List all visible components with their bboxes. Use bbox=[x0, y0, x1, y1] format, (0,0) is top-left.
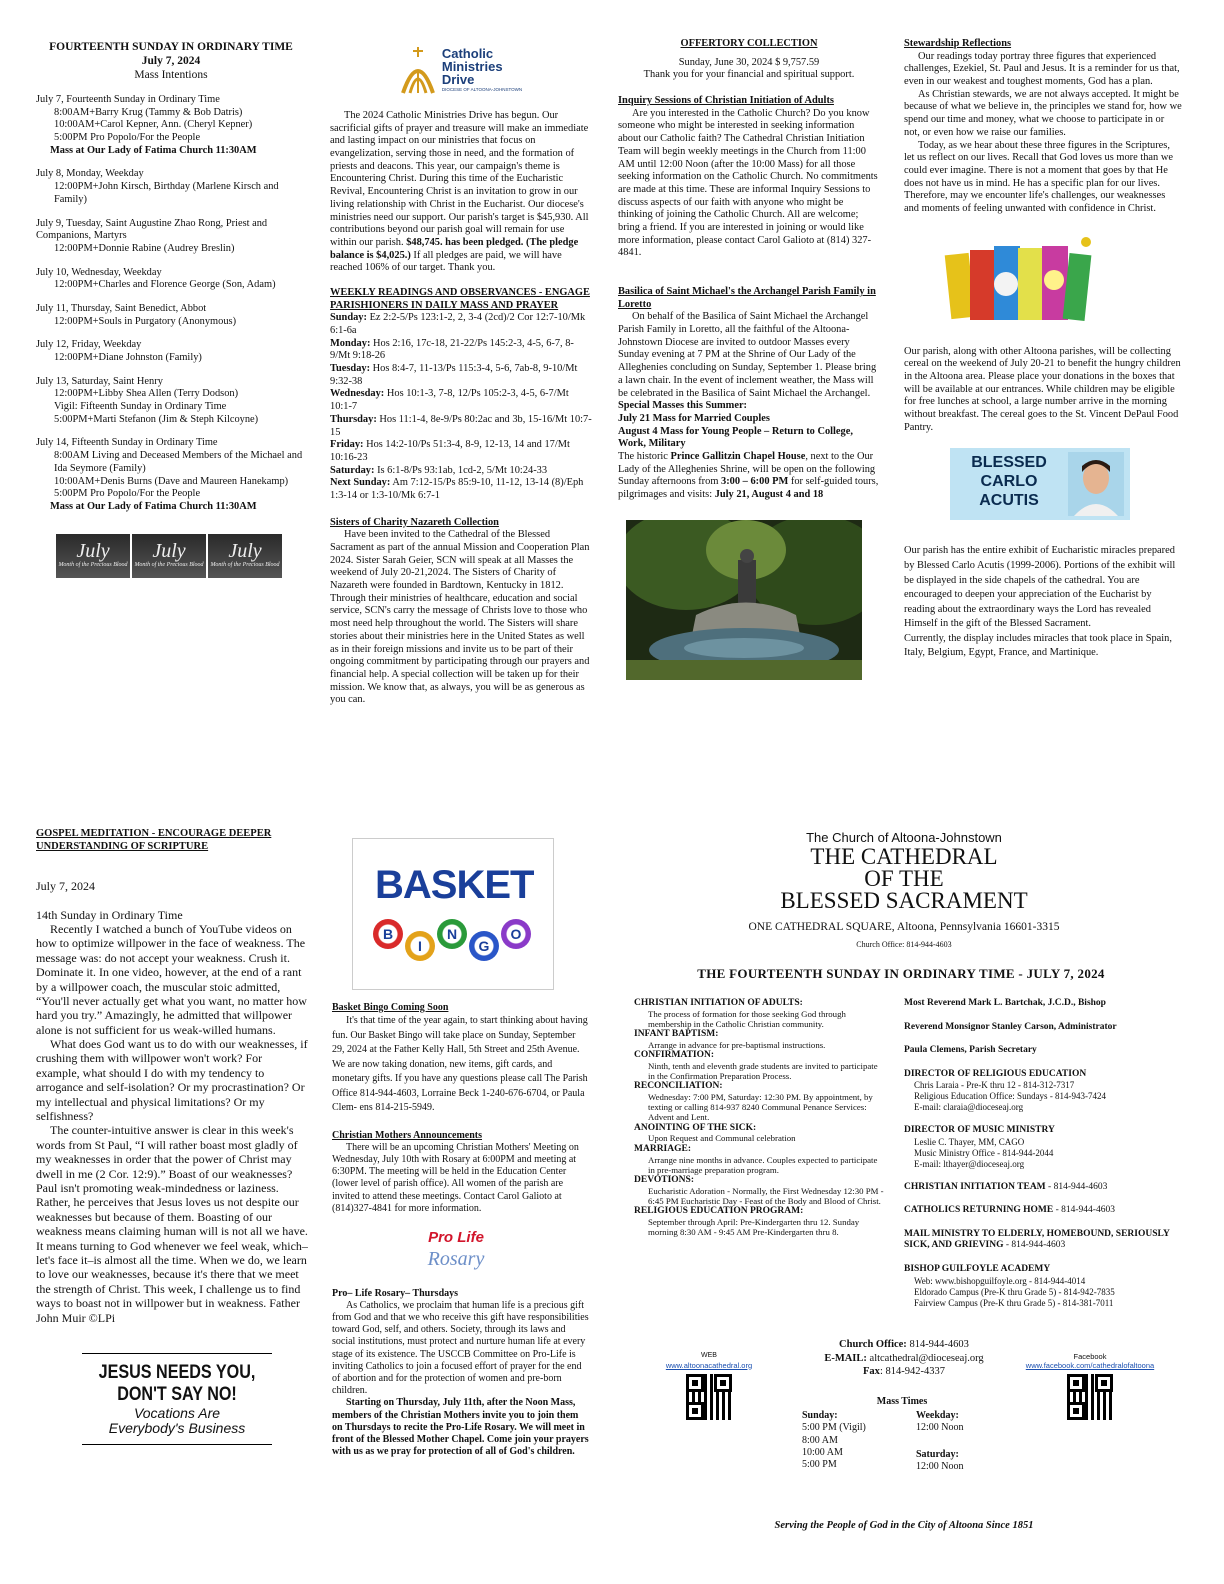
intention-note: Mass at Our Lady of Fatima Church 11:30AM bbox=[50, 500, 257, 512]
cereal-text: Our parish, along with other Altoona parishes, will be collecting cereal on the weekend of July 20-21 to benefit the hungry children in the Altoona area. Please place your donations in the boxes that will be available at our entrances. While children may be eligible for free lunches at school, a large number arrive in the morning without breakfast. The cereal goes to the St. Vincent DePaul Food Pantry. bbox=[904, 345, 1181, 433]
intention-item: 12:00PM+Souls in Purgatory (Anonymous) bbox=[54, 315, 237, 327]
church-of: The Church of Altoona-Johnstown bbox=[806, 830, 1002, 845]
gallitzin-text: The historic Prince Gallitzin Chapel House, next to the Our Lady of the Alleghenies Shrine, will be open on the following Sunday afternoons from 3:00 – 6:00 PM for self-guided tours, pilgrimages and visits: July 21, August 4 and 18 bbox=[618, 450, 879, 500]
saturday-time: 12:00 Noon bbox=[916, 1460, 964, 1472]
mass-intentions-column bbox=[36, 40, 306, 578]
reading-text: Is 6:1-8/Ps 93:1ab, 1cd-2, 5/Mt 10:24-33 bbox=[374, 464, 548, 476]
facebook-qr-block bbox=[1000, 1352, 1180, 1420]
staff-block bbox=[904, 1045, 1180, 1057]
sacrament-heading: INFANT BAPTISM: bbox=[634, 1029, 719, 1040]
facebook-url[interactable]: www.facebook.com/cathedralofaltoona bbox=[1025, 1361, 1155, 1371]
staff-line: Fairview Campus (Pre-K thru Grade 5) - 814-381-7011 bbox=[914, 1297, 1114, 1308]
sisters-title: Sisters of Charity Nazareth Collection bbox=[330, 516, 499, 528]
footer-tagline: Serving the People of God in the City of Altoona Since 1851 bbox=[774, 1520, 1034, 1531]
shrine-photo bbox=[626, 520, 862, 680]
carlo-portrait bbox=[1068, 452, 1124, 516]
staff-heading bbox=[904, 1205, 1180, 1217]
staff-name: MAIL MINISTRY TO ELDERLY, HOMEBOUND, SERIOUSLY SICK, AND GRIEVING bbox=[904, 1228, 1170, 1251]
basket-bingo-logo bbox=[352, 838, 554, 990]
sacrament-heading: ANOINTING OF THE SICK: bbox=[634, 1122, 757, 1133]
staff-heading bbox=[904, 1022, 1180, 1034]
bingo-ball: G bbox=[469, 931, 499, 961]
gospel-date: July 7, 2024 bbox=[36, 879, 96, 894]
sacrament-heading: RECONCILIATION: bbox=[634, 1081, 723, 1092]
carlo-banner bbox=[950, 448, 1130, 520]
basket-bingo-word: BASKET bbox=[375, 863, 534, 907]
staff-line: Religious Education Office: Sundays - 814-943-7424 bbox=[914, 1091, 1107, 1102]
sunday-time: 5:00 PM bbox=[802, 1458, 837, 1470]
staff-name: Reverend Monsignor Stanley Carson, Administrator bbox=[904, 1021, 1117, 1032]
intention-item: 10:00AM+Carol Kepner, Ann. (Cheryl Kepner) bbox=[54, 119, 253, 131]
intention-item: 10:00AM+Denis Burns (Dave and Maureen Hanekamp) bbox=[54, 475, 289, 487]
vocations-line-1: JESUS NEEDS YOU, bbox=[98, 1361, 256, 1383]
intention-item: 5:00PM Pro Popolo/For the People bbox=[54, 488, 201, 500]
staff-block bbox=[904, 1205, 1180, 1217]
page-title: FOURTEENTH SUNDAY IN ORDINARY TIME bbox=[49, 41, 293, 53]
intention-day: July 14, Fifteenth Sunday in Ordinary Time bbox=[36, 437, 218, 449]
sacrament-text: The process of formation for those seeking God through membership in the Catholic Christian community. bbox=[648, 1008, 846, 1030]
intention-item: 8:00AM Living and Deceased Members of the Michael and Ida Seymore (Family) bbox=[54, 450, 303, 474]
staff-block bbox=[904, 1182, 1180, 1194]
cathedral-name-3: BLESSED SACRAMENT bbox=[780, 887, 1028, 913]
reading-item bbox=[330, 439, 592, 464]
web-label: WEB bbox=[701, 1352, 717, 1359]
staff-list bbox=[904, 998, 1180, 1321]
carlo-word-1: BLESSED bbox=[971, 454, 1047, 472]
july-banners bbox=[36, 534, 306, 578]
cmd-logo-sub: DIOCESE OF ALTOONA-JOHNSTOWN bbox=[441, 87, 523, 93]
cmd-text: The 2024 Catholic Ministries Drive has begun. Our sacrificial gifts of prayer and treasure will make an immediate and lasting impact on our ministries that focus on evangelization, serving those in need, and the formation of priests and deacons. This year, our campaign's theme is Encountering Christ. During this time of the Eucharistic Revival, Encountering Christ is an invitation to grow in our living relationship with Christ in the Eucharist. Our diocese's ministries need our support. Our parish's target is $45,930. All contributions beyond our parish goal will remain for use within our parish. $48,745. has been pledged. (The pledge balance is $4,025.) If all pledges are paid, we will have reached 106% of our target. Thank you. bbox=[330, 110, 589, 274]
intention-day: July 11, Thursday, Saint Benedict, Abbot bbox=[36, 302, 207, 314]
vocations-line-3: Vocations Are bbox=[133, 1404, 221, 1421]
reading-day: Saturday: bbox=[330, 464, 375, 476]
contact-email-label: E-MAIL: bbox=[824, 1352, 867, 1364]
cmd-logo-icon bbox=[400, 45, 436, 95]
sunday-time: 5:00 PM (Vigil) bbox=[802, 1422, 866, 1434]
staff-line: E-mail: lthayer@dioceseaj.org bbox=[914, 1158, 1025, 1169]
intention-item: 5:00PM Pro Popolo/For the People bbox=[54, 132, 201, 144]
sunday-time: 8:00 AM bbox=[802, 1434, 838, 1446]
basilica-text: On behalf of the Basilica of Saint Michael the Archangel Parish Family in Loretto, all the faithful of the Altoona-Johnstown Diocese are invited to outdoor Masses every Sunday evening at 7 PM at the Shrine of Our Lady of the Alleghenies concluding on Sunday, September 1. Please bring a lawn chair. In the event of inclement weather, the Mass will be celebrated in the Basilica of Saint Michael the Archangel. bbox=[618, 311, 877, 399]
staff-phone: - 814-944-4603 bbox=[1003, 1240, 1066, 1251]
contact-fax-label: Fax bbox=[863, 1366, 880, 1378]
reading-item bbox=[330, 338, 592, 363]
vocations-graphic bbox=[82, 1353, 272, 1445]
sacrament-heading: CHRISTIAN INITIATION OF ADULTS: bbox=[634, 998, 803, 1008]
intention-item: Vigil: Fifteenth Sunday in Ordinary Time bbox=[54, 401, 227, 413]
intention-item: 12:00PM+Diane Johnston (Family) bbox=[54, 352, 202, 364]
reading-day: Thursday: bbox=[330, 413, 377, 425]
prolife-logo-word-2: Rosary bbox=[427, 1248, 485, 1271]
inquiry-text: Are you interested in the Catholic Church? Do you know someone who might be interested in seeking information about our Catholic faith? The Cathedral Christian Initiation Team will begin weekly meetings in the Church from 11:00 AM until 12:00 Noon (after the 10:00 Mass) for all those seeking information on the Catholic Church. No commitments are made at this time. These are informal Inquiry Sessions to discuss aspects of our faith with anyone who might be thinking of joining the Catholic Church. All are welcome; bring a friend. If you are interested in joining or would like more information, please contact Carol Galioto at (814) 327-4841. bbox=[618, 107, 878, 259]
masthead bbox=[614, 830, 1188, 1531]
bingo-ball: B bbox=[373, 919, 403, 949]
gospel-p3: The counter-intuitive answer is clear in this week's words from St Paul, “I will rather boast most gladly of my weaknesses in order that the power of Christ may dwell in me (2 Cor. 12:9).” Boast of our weaknesses? Paul isn't promoting weak-mindedness or laziness. Rather, he perceives that Jesus loves us not despite our weaknesses but because of them. Boasting of our weakness means claiming human will is not all we have. It means turning to God whenever we feel weak, which–let's face it–is almost all the time. When we do, we learn to love our weaknesses, because it's there that we meet the strength of Christ. This week, I challenge us to find ways to boast not in willpower but in weakness. Father John Muir ©LPi bbox=[36, 1123, 308, 1325]
intention-day-block bbox=[36, 168, 306, 206]
staff-heading bbox=[904, 1125, 1180, 1137]
intention-day: July 10, Wednesday, Weekday bbox=[36, 266, 162, 278]
staff-heading bbox=[904, 1182, 1180, 1194]
intention-day-block bbox=[36, 218, 306, 256]
weekday-time: 12:00 Noon bbox=[916, 1422, 964, 1434]
steward-title: Stewardship Reflections bbox=[904, 38, 1012, 49]
intention-item: 12:00PM+John Kirsch, Birthday (Marlene Kirsch and Family) bbox=[54, 181, 279, 205]
address: ONE CATHEDRAL SQUARE, Altoona, Pennsylvania 16601-3315 bbox=[748, 920, 1060, 933]
offertory-thanks: Thank you for your financial and spiritual support. bbox=[643, 69, 855, 81]
weekday-label: Weekday: bbox=[916, 1410, 959, 1422]
sacrament-text: Wednesday: 7:00 PM, Saturday: 12:30 PM. By appointment, by texting or calling 814-937 8240 Communal Penance Services: Advent and Lent. bbox=[648, 1092, 873, 1123]
carlo-text-2: Currently, the display includes miracles that took place in Spain, Italy, Belgium, Egypt, France, and Martinique. bbox=[904, 632, 1172, 659]
gospel-p2: What does God want us to do with our weaknesses, if crushing them with willpower won't work? For example, what should I do with my tendency to arrogance and self-isolation? Or my procrastination? Or my intellectual and physical limitations? Or my selfishness? bbox=[36, 1037, 308, 1124]
july-banner-2: July Month of the Precious Blood bbox=[132, 534, 206, 578]
sunday-banner: THE FOURTEENTH SUNDAY IN ORDINARY TIME - JULY 7, 2024 bbox=[697, 965, 1105, 981]
reading-text: Hos 14:2-10/Ps 51:3-4, 8-9, 12-13, 14 and 17/Mt 10:16-23 bbox=[330, 439, 570, 463]
staff-block bbox=[904, 1229, 1180, 1252]
cmd-logo-word-2: Ministries bbox=[441, 59, 503, 75]
gospel-p1: Recently I watched a bunch of YouTube videos on how to optimize willpower in the face of weakness. The message was: do not accept your weakness. Crush it. Dominate it. In one video, however, at the end of a rant by a willpower coach, the muscular stoic admitted, “You'll never actually get what you want, no matter how hard you try.” Amazingly, he admitted that willpower alone is not sufficient for us weak-willed humans. bbox=[36, 921, 307, 1037]
reading-day: Sunday: bbox=[330, 312, 367, 324]
facebook-qr-code bbox=[1067, 1374, 1113, 1420]
reading-text: Hos 2:16, 17c-18, 21-22/Ps 145:2-3, 4-5, 6-7, 8-9/Mt 9:18-26 bbox=[330, 337, 574, 362]
reading-item bbox=[330, 477, 592, 502]
basilica-title: Basilica of Saint Michael's the Archangel Parish Family in Loretto bbox=[618, 286, 876, 310]
intention-item: 8:00AM+Barry Krug (Tammy & Bob Datris) bbox=[54, 106, 243, 118]
reading-day: Next Sunday: bbox=[330, 477, 391, 489]
intention-item: 12:00PM+Charles and Florence George (Son, Adam) bbox=[54, 279, 276, 291]
bingo-title: Basket Bingo Coming Soon bbox=[332, 1002, 449, 1013]
intentions-list bbox=[36, 94, 306, 514]
contact-email[interactable]: altcathedral@dioceseaj.org bbox=[866, 1352, 984, 1364]
cmd-logo-word-3: Drive bbox=[441, 72, 475, 88]
readings-title: WEEKLY READINGS AND OBSERVANCES - ENGAGE PARISHIONERS IN DAILY MASS AND PRAYER bbox=[330, 286, 590, 311]
intention-day: July 8, Monday, Weekday bbox=[36, 168, 144, 180]
offertory-column bbox=[618, 38, 880, 680]
staff-block bbox=[904, 1069, 1180, 1113]
carlo-text: Our parish has the entire exhibit of Eucharistic miracles prepared by Blessed Carlo Acutis (1999-2006). Portions of the exhibit will be displayed in the side chapels of the cathedral. You are encouraged to deepen your appreciation of the Eucharist by reading about the extraordinary ways the Lord has revealed Himself in the gift of the Blessed Sacrament. bbox=[904, 545, 1176, 630]
sisters-text: Have been invited to the Cathedral of the Blessed Sacrament as part of the annual Mission and Cooperation Plan 2024. Sister Sarah Geier, SCN will speak at all Masses the weekend of July 20-21,2024. The Sisters of Charity of Nazareth were founded in Bardtown, Kentucky in 1812. Through their ministries of healthcare, education and social service, SCN's carry the message of Christs love to those who most need help throughout the world. The Sisters will share stories about their ministries here in the United States as well as in their foreign missions and invite us to be part of their ongoing commitment by participating through our prayers and financial help. A special collection will be taken up for their mission. We know that, as always, you will be as generous as you can. bbox=[330, 529, 590, 706]
staff-name: CHRISTIAN INITIATION TEAM bbox=[904, 1181, 1046, 1192]
web-url[interactable]: www.altoonacathedral.org bbox=[665, 1360, 753, 1370]
sacrament-text: Arrange nine months in advance. Couples expected to participate in pre-marriage preparation program. bbox=[648, 1154, 878, 1175]
sunday-time: 10:00 AM bbox=[802, 1446, 843, 1458]
sacrament-heading: DEVOTIONS: bbox=[634, 1174, 694, 1185]
intention-day-block bbox=[36, 267, 306, 292]
prolife-logo bbox=[408, 1229, 504, 1272]
stewardship-column bbox=[904, 38, 1182, 661]
saturday-label: Saturday: bbox=[916, 1448, 959, 1460]
offertory-title: OFFERTORY COLLECTION bbox=[680, 38, 818, 49]
intention-day: July 13, Saturday, Saint Henry bbox=[36, 375, 163, 387]
bingo-balls bbox=[373, 919, 531, 961]
staff-line: Leslie C. Thayer, MM, CAGO bbox=[914, 1136, 1025, 1147]
staff-heading bbox=[904, 1229, 1180, 1252]
staff-line: Chris Laraia - Pre-K thru 12 - 814-312-7317 bbox=[914, 1080, 1075, 1091]
staff-name: DIRECTOR OF RELIGIOUS EDUCATION bbox=[904, 1068, 1087, 1079]
intention-item: 5:00PM+Marti Stefanon (Jim & Steph Kilcoyne) bbox=[54, 413, 259, 425]
reading-item bbox=[330, 363, 592, 388]
web-qr-code bbox=[686, 1374, 732, 1420]
intention-day: July 7, Fourteenth Sunday in Ordinary Time bbox=[36, 94, 220, 106]
sacraments-list bbox=[634, 998, 886, 1237]
staff-block bbox=[904, 998, 1180, 1010]
bingo-column bbox=[332, 838, 590, 1458]
readings-list bbox=[330, 312, 592, 502]
staff-heading bbox=[904, 998, 1180, 1010]
gospel-occasion: 14th Sunday in Ordinary Time bbox=[36, 907, 183, 922]
special-title: Special Masses this Summer: bbox=[618, 400, 748, 412]
staff-heading bbox=[904, 1045, 1180, 1057]
gospel-title: GOSPEL MEDITATION - ENCOURAGE DEEPER UNDERSTANDING OF SCRIPTURE bbox=[36, 828, 272, 852]
sacrament-heading: MARRIAGE: bbox=[634, 1143, 691, 1154]
vocations-line-4: Everybody's Business bbox=[108, 1419, 246, 1436]
bingo-text: It's that time of the year again, to start thinking about having fun. Our Basket Bingo will take place on Sunday, September 29, 2024 at the Father Kelly Hall, 5th Street and 25th Avenue. We are now taking donation, new items, gift cards, and monetary gifts. If you have any questions please call The Parish Office 814-944-4603, Lorraine Beck 1-240-676-6704, or Paula Clem- ens 814-215-5949. bbox=[332, 1015, 588, 1114]
prolife-text: As Catholics, we proclaim that human life is a precious gift from God and that we who receive this gift have responsibilities toward God, self, and others. Society, through its laws and social institutions, must protect and nurture human life at every stage of its existence. The USCCB Committee on Pro-Life is inviting Catholics to join a focused effort of prayer for the end of abortion and for the protection of women and pre-born children. bbox=[332, 1299, 589, 1397]
contact-office: 814-944-4603 bbox=[906, 1339, 969, 1350]
reading-day: Friday: bbox=[330, 439, 364, 451]
bingo-ball: N bbox=[437, 919, 467, 949]
cereal-boxes-image bbox=[944, 232, 1094, 332]
mothers-title: Christian Mothers Announcements bbox=[332, 1129, 483, 1141]
steward-p3: Today, as we hear about these three figures in the Scriptures, let us reflect on our lives. Recall that God loves us more than we could ever imagine. There is not a moment that goes by that He does not have us in mind. He has a specific plan for our lives. Therefore, may we encounter life's challenges, our weaknesses and moments of feeling unwanted with confidence in Christ. bbox=[904, 139, 1173, 214]
ministries-column bbox=[330, 40, 592, 707]
sunday-label: Sunday: bbox=[802, 1410, 838, 1422]
date: July 7, 2024 bbox=[141, 55, 201, 68]
staff-line: Web: www.bishopguilfoyle.org - 814-944-4014 bbox=[914, 1275, 1086, 1286]
special-2: August 4 Mass for Young People – Return to College, Work, Military bbox=[618, 425, 853, 450]
carlo-word-2: CARLO bbox=[980, 473, 1038, 491]
steward-p2: As Christian stewards, we are not always accepted. It might be because of what we believe in, the principles we stand for, how we spend our time and money, what we choose to participate in or not, or even how we raise our families. bbox=[904, 88, 1182, 138]
special-1: July 21 Mass for Married Couples bbox=[618, 412, 770, 424]
steward-p1: Our readings today portray three figures that experienced challenges, Ezekiel, St. Paul and Jesus. It is a reminder for us that, even in our weakest and toughest moments, God has a plan. bbox=[904, 50, 1180, 88]
reading-item bbox=[330, 465, 592, 478]
july-banner-1: July Month of the Precious Blood bbox=[56, 534, 130, 578]
sacrament-text: September through April: Pre-Kindergarten thru 12. Sunday morning 8:30 AM - 9:45 AM Pre-Kindergarten thru 8. bbox=[648, 1216, 860, 1237]
carlo-word-3: ACUTIS bbox=[979, 492, 1039, 510]
web-qr-block bbox=[634, 1352, 784, 1420]
prolife-bold: Starting on Thursday, July 11th, after the Noon Mass, members of the Christian Mothers invite you to join them on Thursdays to recite the Pro-Life Rosary. We will meet in front of the Blessed Mother Chapel. Come join your prayers with us as we pray for protection of all of God's children. bbox=[332, 1397, 589, 1458]
staff-line: Eldorado Campus (Pre-K thru Grade 5) - 814-942-7835 bbox=[914, 1286, 1115, 1297]
staff-name: Most Reverend Mark L. Bartchak, J.C.D., Bishop bbox=[904, 998, 1106, 1008]
sacrament-text: Arrange in advance for pre-baptismal instructions. bbox=[648, 1040, 826, 1051]
intention-day: July 9, Tuesday, Saint Augustine Zhao Rong, Priest and Companions, Martyrs bbox=[36, 217, 268, 242]
staff-block bbox=[904, 1125, 1180, 1169]
facebook-label: Facebook bbox=[1073, 1352, 1107, 1361]
reading-day: Monday: bbox=[330, 337, 371, 349]
intention-item: 12:00PM+Libby Shea Allen (Terry Dodson) bbox=[54, 388, 239, 400]
intention-day-block bbox=[36, 339, 306, 364]
contact-fax: : 814-942-4337 bbox=[879, 1366, 945, 1378]
bingo-ball: O bbox=[501, 919, 531, 949]
sacrament-text: Upon Request and Communal celebration bbox=[648, 1133, 796, 1144]
july-banner-3: July Month of the Precious Blood bbox=[208, 534, 282, 578]
staff-heading bbox=[904, 1069, 1180, 1081]
mass-times-title: Mass Times bbox=[876, 1396, 928, 1407]
staff-line: Music Ministry Office - 814-944-2044 bbox=[914, 1147, 1054, 1158]
reading-day: Wednesday: bbox=[330, 388, 385, 400]
mass-times bbox=[802, 1396, 1002, 1473]
cmd-logo bbox=[330, 40, 592, 100]
staff-name: CATHOLICS RETURNING HOME bbox=[904, 1205, 1054, 1216]
gospel-column bbox=[36, 828, 308, 1445]
sacrament-text: Eucharistic Adoration - Normally, the First Wednesday 12:30 PM - 6:45 PM Eucharistic Day - Feast of the Body and Blood of Christ. bbox=[648, 1185, 884, 1206]
intention-day-block bbox=[36, 94, 306, 157]
reading-day: Tuesday: bbox=[330, 363, 371, 375]
reading-text: Hos 11:1-4, 8e-9/Ps 80:2ac and 3b, 15-16/Mt 10:7-15 bbox=[330, 413, 592, 438]
intention-day: July 12, Friday, Weekday bbox=[36, 339, 142, 351]
staff-name: BISHOP GUILFOYLE ACADEMY bbox=[904, 1264, 1051, 1275]
vocations-line-2: DON'T SAY NO! bbox=[117, 1383, 237, 1405]
prolife-title: Pro– Life Rosary– Thursdays bbox=[332, 1287, 459, 1299]
offertory-line: Sunday, June 30, 2024 $ 9,757.59 bbox=[678, 56, 820, 68]
inquiry-title: Inquiry Sessions of Christian Initiation of Adults bbox=[618, 95, 834, 107]
reading-item bbox=[330, 414, 592, 439]
intention-day-block bbox=[36, 437, 306, 513]
intention-day-block bbox=[36, 303, 306, 328]
intention-item: 12:00PM+Donnie Rabine (Audrey Breslin) bbox=[54, 242, 235, 254]
bingo-ball: I bbox=[405, 931, 435, 961]
sacrament-text: Ninth, tenth and eleventh grade students are invited to participate in the Confirmation Preparation Process. bbox=[648, 1061, 878, 1082]
intention-note: Mass at Our Lady of Fatima Church 11:30AM bbox=[50, 144, 257, 156]
church-office: Church Office: 814-944-4603 bbox=[856, 939, 952, 949]
staff-phone: - 814-944-4603 bbox=[1053, 1205, 1115, 1216]
reading-item bbox=[330, 312, 592, 337]
cathedral-name-2: OF THE bbox=[864, 865, 944, 891]
sacrament-heading: RELIGIOUS EDUCATION PROGRAM: bbox=[634, 1205, 804, 1216]
reading-item bbox=[330, 388, 592, 413]
reading-text: Am 7:12-15/Ps 85:9-10, 11-12, 13-14 (8)/Eph 1:3-14 or 1:3-10/Mk 6:7-1 bbox=[330, 477, 584, 501]
subtitle: Mass Intentions bbox=[134, 69, 208, 82]
prolife-logo-word-1: Pro Life bbox=[428, 1229, 484, 1246]
reading-text: Hos 10:1-3, 7-8, 12/Ps 105:2-3, 4-5, 6-7/Mt 10:1-7 bbox=[330, 388, 569, 413]
staff-block bbox=[904, 1264, 1180, 1308]
contact-office-label: Church Office: bbox=[839, 1339, 907, 1350]
sunday-times bbox=[802, 1422, 904, 1471]
staff-line: E-mail: claraia@dioceseaj.org bbox=[914, 1102, 1024, 1113]
sacrament-heading: CONFIRMATION: bbox=[634, 1050, 715, 1061]
reading-text: Ez 2:2-5/Ps 123:1-2, 2, 3-4 (2cd)/2 Cor 12:7-10/Mk 6:1-6a bbox=[330, 312, 586, 336]
cmd-logo-word-1: Catholic bbox=[441, 46, 494, 62]
cathedral-name-1: THE CATHEDRAL bbox=[810, 843, 998, 869]
staff-phone: - 814-944-4603 bbox=[1045, 1181, 1108, 1192]
intention-day-block bbox=[36, 376, 306, 427]
staff-block bbox=[904, 1022, 1180, 1034]
staff-heading bbox=[904, 1264, 1180, 1276]
staff-name: Paula Clemens, Parish Secretary bbox=[904, 1045, 1037, 1056]
staff-name: DIRECTOR OF MUSIC MINISTRY bbox=[904, 1125, 1055, 1136]
reading-text: Hos 8:4-7, 11-13/Ps 115:3-4, 5-6, 7ab-8, 9-10/Mt 9:32-38 bbox=[330, 363, 578, 387]
mothers-text: There will be an upcoming Christian Mothers' Meeting on Wednesday, July 10th with Rosary at 6:00PM and meeting at 6:30PM. The meeting will be held in the Education Center (lower level of parish office). All women of the parish are invited to attend these meetings. Contact Carol Galioto at (814)327-4841 for more information. bbox=[332, 1141, 579, 1214]
